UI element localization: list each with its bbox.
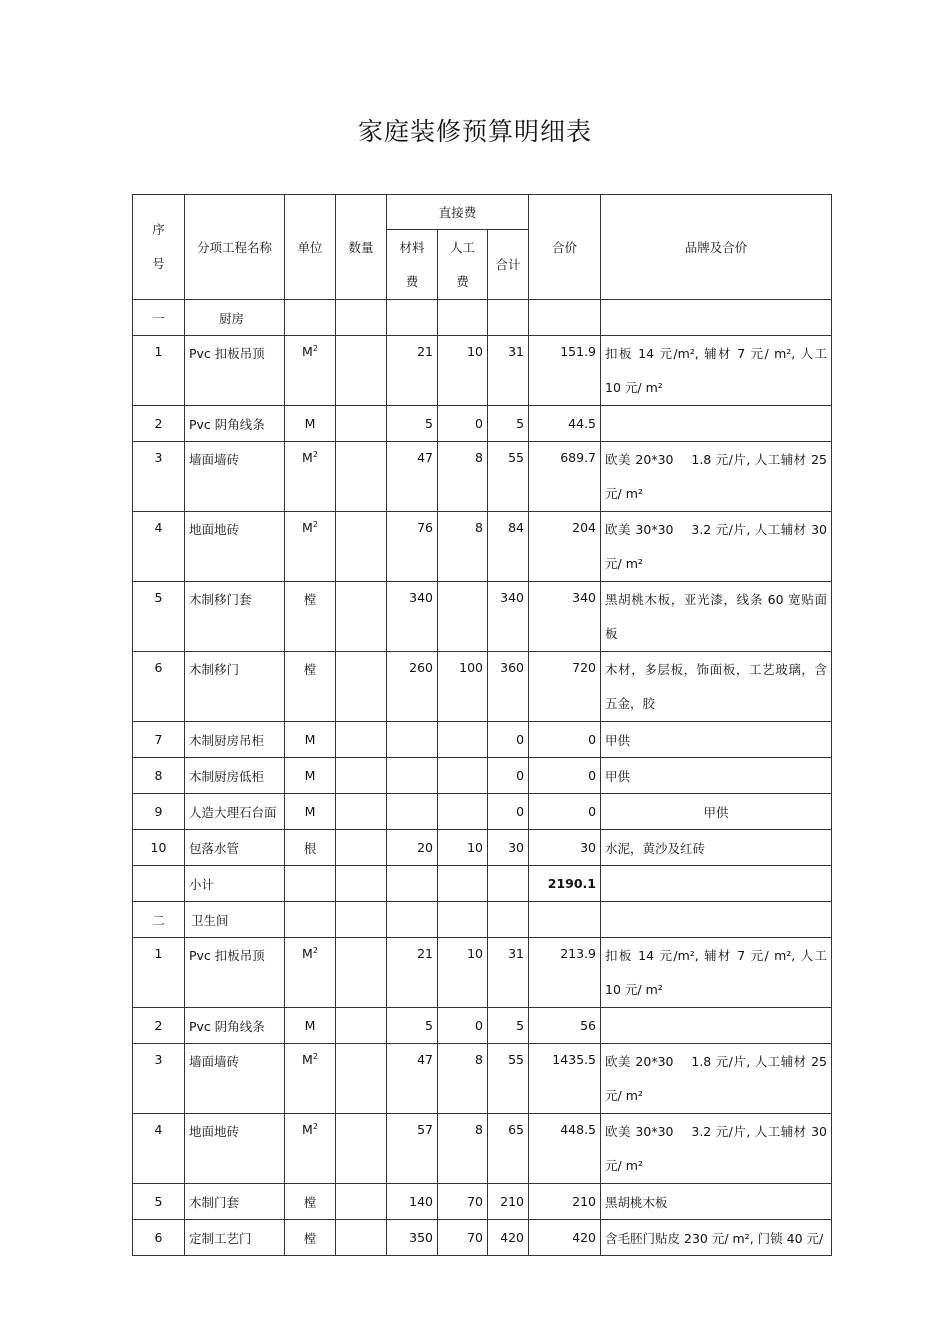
subtotal-row bbox=[133, 866, 832, 902]
row-material: 57 bbox=[387, 1114, 438, 1184]
empty-cell bbox=[488, 866, 529, 902]
page-title: 家庭装修预算明细表 bbox=[357, 117, 592, 146]
header-seq bbox=[133, 195, 185, 300]
row-seq: 1 bbox=[133, 938, 185, 1008]
table-row bbox=[133, 1044, 832, 1114]
row-total: 56 bbox=[529, 1008, 601, 1044]
row-unit: M bbox=[285, 758, 336, 794]
row-seq: 9 bbox=[133, 794, 185, 830]
row-name: 木制移门套 bbox=[185, 582, 285, 652]
row-seq: 7 bbox=[133, 722, 185, 758]
table-row bbox=[133, 406, 832, 442]
row-total: 1435.5 bbox=[529, 1044, 601, 1114]
section-name: 卫生间 bbox=[185, 902, 285, 938]
unit-superscript: 2 bbox=[312, 1122, 318, 1131]
row-brand: 含毛胚门贴皮 230 元/ m², 门锁 40 元/ bbox=[601, 1220, 832, 1256]
row-brand bbox=[601, 406, 832, 442]
empty-cell bbox=[387, 902, 438, 938]
row-brand bbox=[601, 1008, 832, 1044]
header-direct: 直接费 bbox=[387, 195, 529, 230]
row-total: 44.5 bbox=[529, 406, 601, 442]
row-qty bbox=[336, 758, 387, 794]
table-row bbox=[133, 722, 832, 758]
row-subtotal: 210 bbox=[488, 1184, 529, 1220]
header-total: 合价 bbox=[529, 195, 601, 300]
row-qty bbox=[336, 1044, 387, 1114]
row-brand: 欧美 20*30 1.8 元/片, 人工辅材 25 元/ m² bbox=[601, 1044, 832, 1114]
row-unit: 樘 bbox=[285, 1220, 336, 1256]
section-name: 厨房 bbox=[185, 300, 285, 336]
row-material: 350 bbox=[387, 1220, 438, 1256]
empty-cell bbox=[438, 902, 488, 938]
row-total: 0 bbox=[529, 758, 601, 794]
row-unit: M bbox=[285, 1008, 336, 1044]
row-seq: 1 bbox=[133, 336, 185, 406]
row-material: 47 bbox=[387, 1044, 438, 1114]
header-unit: 单位 bbox=[285, 195, 336, 300]
section-seq: 一 bbox=[133, 300, 185, 336]
empty-cell bbox=[336, 902, 387, 938]
row-qty bbox=[336, 406, 387, 442]
row-labor: 8 bbox=[438, 512, 488, 582]
row-qty bbox=[336, 652, 387, 722]
row-unit: $M^2$ bbox=[285, 1114, 336, 1184]
row-labor bbox=[438, 794, 488, 830]
row-total: 30 bbox=[529, 830, 601, 866]
header-brand: 品牌及合价 bbox=[601, 195, 832, 300]
row-brand: 甲供 bbox=[601, 722, 832, 758]
row-subtotal: 84 bbox=[488, 512, 529, 582]
row-seq: 6 bbox=[133, 652, 185, 722]
row-material: 21 bbox=[387, 336, 438, 406]
row-labor: 0 bbox=[438, 1008, 488, 1044]
row-brand: 木材，多层板，饰面板，工艺玻璃，含五金，胶 bbox=[601, 652, 832, 722]
row-unit: M bbox=[285, 406, 336, 442]
row-labor bbox=[438, 758, 488, 794]
row-total: 689.7 bbox=[529, 442, 601, 512]
row-labor: 10 bbox=[438, 938, 488, 1008]
budget-table bbox=[132, 194, 832, 1256]
row-material bbox=[387, 722, 438, 758]
empty-cell bbox=[336, 300, 387, 336]
empty-cell bbox=[488, 902, 529, 938]
table-body bbox=[133, 300, 832, 1256]
row-name: Pvc 阴角线条 bbox=[185, 406, 285, 442]
table-row bbox=[133, 1008, 832, 1044]
empty-cell bbox=[601, 300, 832, 336]
row-seq: 8 bbox=[133, 758, 185, 794]
row-name: 墙面墙砖 bbox=[185, 1044, 285, 1114]
empty-cell bbox=[285, 902, 336, 938]
row-name: 木制移门 bbox=[185, 652, 285, 722]
row-unit: $M^2$ bbox=[285, 336, 336, 406]
row-material bbox=[387, 794, 438, 830]
row-qty bbox=[336, 1220, 387, 1256]
row-material: 21 bbox=[387, 938, 438, 1008]
row-name: 木制门套 bbox=[185, 1184, 285, 1220]
header-name: 分项工程名称 bbox=[185, 195, 285, 300]
row-seq: 2 bbox=[133, 406, 185, 442]
row-unit: 樘 bbox=[285, 582, 336, 652]
row-brand: 甲供 bbox=[601, 758, 832, 794]
row-name: 定制工艺门 bbox=[185, 1220, 285, 1256]
unit-superscript: 2 bbox=[312, 520, 318, 529]
row-material: 140 bbox=[387, 1184, 438, 1220]
table-row bbox=[133, 1220, 832, 1256]
table-row bbox=[133, 336, 832, 406]
empty-cell bbox=[133, 866, 185, 902]
empty-cell bbox=[336, 866, 387, 902]
row-labor: 70 bbox=[438, 1220, 488, 1256]
row-qty bbox=[336, 830, 387, 866]
row-unit: 樘 bbox=[285, 1184, 336, 1220]
table-row bbox=[133, 1114, 832, 1184]
row-brand: 扣板 14 元/m², 辅材 7 元/ m², 人工 10 元/ m² bbox=[601, 336, 832, 406]
row-qty bbox=[336, 794, 387, 830]
table-row bbox=[133, 1184, 832, 1220]
row-brand: 黑胡桃木板 bbox=[601, 1184, 832, 1220]
row-labor: 100 bbox=[438, 652, 488, 722]
empty-cell bbox=[601, 902, 832, 938]
row-qty bbox=[336, 938, 387, 1008]
row-subtotal: 420 bbox=[488, 1220, 529, 1256]
empty-cell bbox=[285, 866, 336, 902]
row-labor: 10 bbox=[438, 830, 488, 866]
header-labor-text: 人工费 bbox=[449, 239, 475, 289]
row-seq: 10 bbox=[133, 830, 185, 866]
row-seq: 4 bbox=[133, 1114, 185, 1184]
row-total: 204 bbox=[529, 512, 601, 582]
row-subtotal: 340 bbox=[488, 582, 529, 652]
unit-superscript: 2 bbox=[312, 344, 318, 353]
row-labor bbox=[438, 582, 488, 652]
section-row bbox=[133, 300, 832, 336]
row-subtotal: 0 bbox=[488, 758, 529, 794]
row-subtotal: 5 bbox=[488, 1008, 529, 1044]
unit-superscript: 2 bbox=[312, 1052, 318, 1061]
row-name: 地面地砖 bbox=[185, 512, 285, 582]
row-labor: 70 bbox=[438, 1184, 488, 1220]
row-subtotal: 55 bbox=[488, 442, 529, 512]
row-brand: 水泥，黄沙及红砖 bbox=[601, 830, 832, 866]
row-total: 210 bbox=[529, 1184, 601, 1220]
row-name: 包落水管 bbox=[185, 830, 285, 866]
row-labor: 8 bbox=[438, 442, 488, 512]
table-row bbox=[133, 938, 832, 1008]
unit-superscript: 2 bbox=[312, 946, 318, 955]
empty-cell bbox=[387, 866, 438, 902]
table-row bbox=[133, 442, 832, 512]
row-subtotal: 0 bbox=[488, 794, 529, 830]
row-unit: M bbox=[285, 722, 336, 758]
subtotal-value: 2190.1 bbox=[529, 866, 601, 902]
row-brand: 欧美 20*30 1.8 元/片, 人工辅材 25 元/ m² bbox=[601, 442, 832, 512]
row-unit: 樘 bbox=[285, 652, 336, 722]
row-labor: 0 bbox=[438, 406, 488, 442]
row-labor: 8 bbox=[438, 1114, 488, 1184]
row-total: 151.9 bbox=[529, 336, 601, 406]
row-seq: 6 bbox=[133, 1220, 185, 1256]
header-material-text: 材料费 bbox=[399, 239, 425, 289]
row-subtotal: 360 bbox=[488, 652, 529, 722]
row-material bbox=[387, 758, 438, 794]
header-material bbox=[387, 230, 438, 300]
row-brand: 欧美 30*30 3.2 元/片, 人工辅材 30 元/ m² bbox=[601, 512, 832, 582]
row-material: 5 bbox=[387, 406, 438, 442]
empty-cell bbox=[601, 866, 832, 902]
row-brand: 甲供 bbox=[601, 794, 832, 830]
row-subtotal: 55 bbox=[488, 1044, 529, 1114]
row-qty bbox=[336, 722, 387, 758]
row-material: 47 bbox=[387, 442, 438, 512]
row-name: Pvc 扣板吊顶 bbox=[185, 336, 285, 406]
row-subtotal: 31 bbox=[488, 336, 529, 406]
row-name: 地面地砖 bbox=[185, 1114, 285, 1184]
row-total: 420 bbox=[529, 1220, 601, 1256]
table-row bbox=[133, 512, 832, 582]
row-name: 人造大理石台面 bbox=[185, 794, 285, 830]
row-name: 墙面墙砖 bbox=[185, 442, 285, 512]
row-total: 0 bbox=[529, 794, 601, 830]
row-labor: 10 bbox=[438, 336, 488, 406]
row-seq: 3 bbox=[133, 1044, 185, 1114]
row-total: 448.5 bbox=[529, 1114, 601, 1184]
row-unit: $M^2$ bbox=[285, 512, 336, 582]
row-subtotal: 65 bbox=[488, 1114, 529, 1184]
row-unit: M bbox=[285, 794, 336, 830]
header-labor bbox=[438, 230, 488, 300]
row-qty bbox=[336, 512, 387, 582]
row-name: Pvc 阴角线条 bbox=[185, 1008, 285, 1044]
empty-cell bbox=[438, 300, 488, 336]
row-total: 213.9 bbox=[529, 938, 601, 1008]
table-row bbox=[133, 794, 832, 830]
empty-cell bbox=[387, 300, 438, 336]
empty-cell bbox=[488, 300, 529, 336]
row-subtotal: 0 bbox=[488, 722, 529, 758]
row-name: Pvc 扣板吊顶 bbox=[185, 938, 285, 1008]
row-seq: 3 bbox=[133, 442, 185, 512]
empty-cell bbox=[438, 866, 488, 902]
row-qty bbox=[336, 442, 387, 512]
row-material: 340 bbox=[387, 582, 438, 652]
empty-cell bbox=[285, 300, 336, 336]
header-subtotal: 合计 bbox=[488, 230, 529, 300]
row-material: 76 bbox=[387, 512, 438, 582]
empty-cell bbox=[529, 300, 601, 336]
subtotal-label: 小计 bbox=[185, 866, 285, 902]
row-brand: 黑胡桃木板，亚光漆，线条 60 宽贴面板 bbox=[601, 582, 832, 652]
row-qty bbox=[336, 1114, 387, 1184]
table-row bbox=[133, 758, 832, 794]
row-brand: 扣板 14 元/m², 辅材 7 元/ m², 人工 10 元/ m² bbox=[601, 938, 832, 1008]
row-unit: $M^2$ bbox=[285, 1044, 336, 1114]
row-material: 20 bbox=[387, 830, 438, 866]
row-unit: $M^2$ bbox=[285, 938, 336, 1008]
row-qty bbox=[336, 1008, 387, 1044]
row-seq: 4 bbox=[133, 512, 185, 582]
row-subtotal: 5 bbox=[488, 406, 529, 442]
table-row bbox=[133, 582, 832, 652]
row-labor: 8 bbox=[438, 1044, 488, 1114]
row-name: 木制厨房低柜 bbox=[185, 758, 285, 794]
unit-superscript: 2 bbox=[312, 450, 318, 459]
table-row bbox=[133, 652, 832, 722]
section-seq: 二 bbox=[133, 902, 185, 938]
row-qty bbox=[336, 336, 387, 406]
row-seq: 5 bbox=[133, 582, 185, 652]
row-total: 720 bbox=[529, 652, 601, 722]
row-unit: 根 bbox=[285, 830, 336, 866]
row-qty bbox=[336, 582, 387, 652]
empty-cell bbox=[529, 902, 601, 938]
row-seq: 2 bbox=[133, 1008, 185, 1044]
row-unit: $M^2$ bbox=[285, 442, 336, 512]
row-seq: 5 bbox=[133, 1184, 185, 1220]
section-row bbox=[133, 902, 832, 938]
row-labor bbox=[438, 722, 488, 758]
row-brand: 欧美 30*30 3.2 元/片, 人工辅材 30 元/ m² bbox=[601, 1114, 832, 1184]
row-total: 340 bbox=[529, 582, 601, 652]
row-total: 0 bbox=[529, 722, 601, 758]
header-qty: 数量 bbox=[336, 195, 387, 300]
table-row bbox=[133, 830, 832, 866]
row-qty bbox=[336, 1184, 387, 1220]
row-material: 5 bbox=[387, 1008, 438, 1044]
row-subtotal: 31 bbox=[488, 938, 529, 1008]
header-seq-text: 序号 bbox=[152, 222, 165, 271]
row-material: 260 bbox=[387, 652, 438, 722]
row-name: 木制厨房吊柜 bbox=[185, 722, 285, 758]
row-subtotal: 30 bbox=[488, 830, 529, 866]
